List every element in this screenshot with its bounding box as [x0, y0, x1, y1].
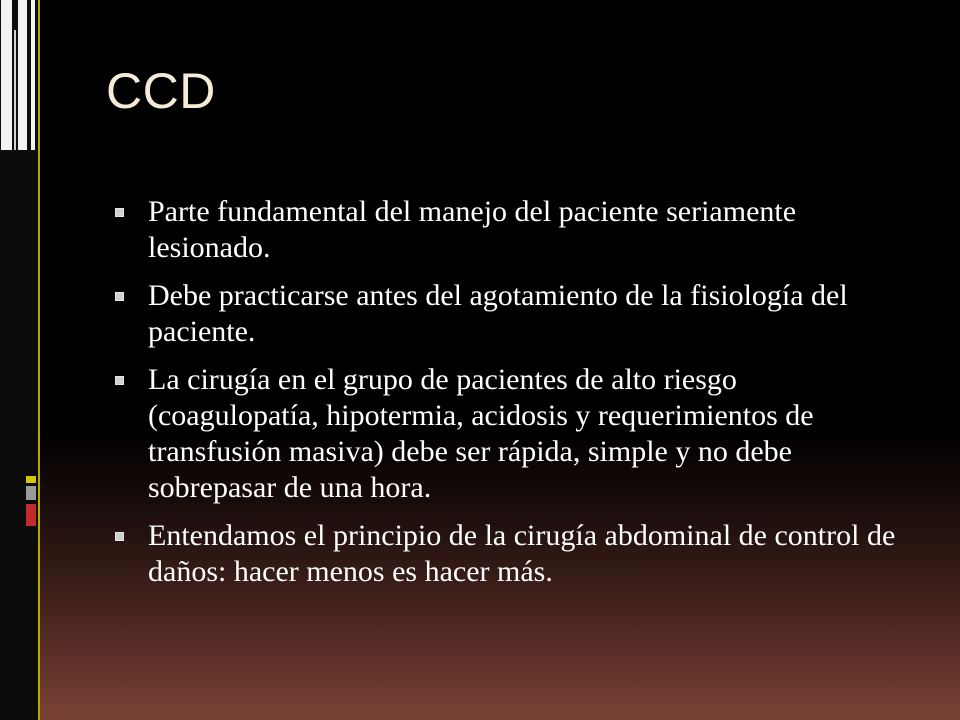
square-bullet-icon — [115, 292, 124, 301]
square-bullet-icon — [115, 208, 124, 217]
decorative-stripes — [0, 0, 38, 150]
bullet-item — [110, 362, 910, 506]
bullet-text: Parte fundamental del manejo del paciente seriamente lesionado. — [148, 195, 797, 264]
bullet-item — [110, 194, 910, 266]
bullet-text: Debe practicarse antes del agotamiento de la fisiología del paciente. — [148, 279, 848, 348]
decorative-marker-yellow — [26, 476, 36, 483]
bullet-item — [110, 278, 910, 350]
square-bullet-icon — [115, 376, 124, 385]
slide-title: CCD — [106, 63, 216, 119]
decorative-stripe — [18, 0, 27, 150]
bullet-text: Entendamos el principio de la cirugía abdominal de control de daños: hacer menos es hacer más. — [148, 519, 896, 588]
bullet-item — [110, 518, 910, 590]
decorative-stripe — [31, 0, 35, 150]
square-bullet-icon — [115, 532, 124, 541]
decorative-marker-red — [26, 504, 36, 526]
decorative-stripe — [1, 0, 12, 150]
accent-vertical-line — [38, 0, 40, 720]
decorative-marker-gray — [26, 486, 36, 500]
bullet-list — [110, 194, 910, 602]
bullet-text: La cirugía en el grupo de pacientes de alto riesgo (coagulopatía, hipotermia, acidosis y requerimientos de transfusión masiva) debe ser rápida, simple y no debe sobrepasar de una hora. — [148, 363, 814, 504]
decorative-stripe-line — [14, 30, 16, 150]
